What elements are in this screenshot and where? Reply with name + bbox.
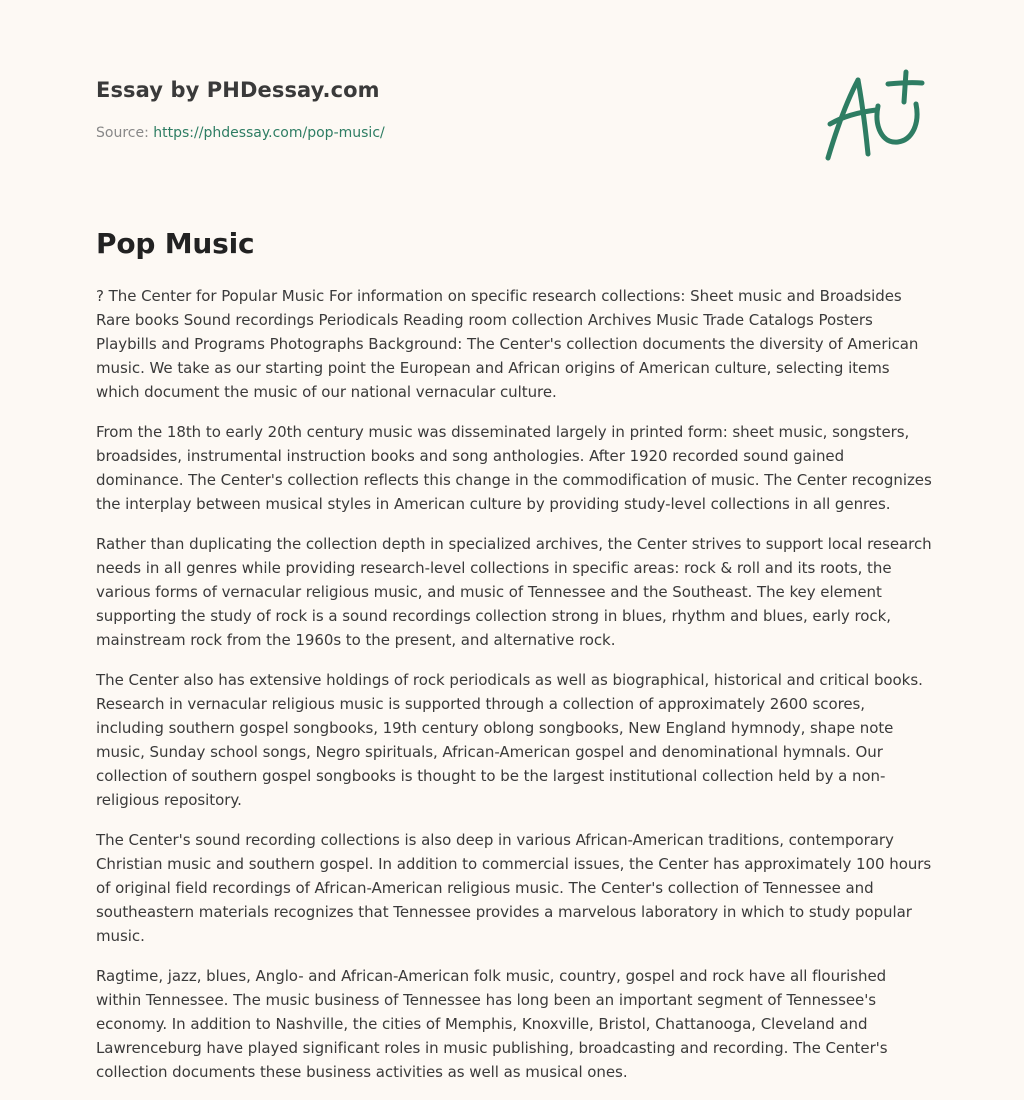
site-brand: Essay by PHDessay.com [96,78,380,102]
paragraph: From the 18th to early 20th century music was disseminated largely in printed form: sheet music, songsters, broadsides, instrumental instruction books and song anthologies. After 1920 recorded sound gained dominance. The Center's collection reflects this change in the commodification of music. The Center recognizes the interplay between musical styles in American culture by providing study-level collections in all genres. [96,423,932,513]
a-plus-grade-icon [818,66,930,166]
paragraph: Rather than duplicating the collection depth in specialized archives, the Center strives to support local research needs in all genres while providing research-level collections in specific areas: rock & roll and its roots, the various forms of vernacular religious music, and music of Tennessee and the Southeast. The key element supporting the study of rock is a sound recordings collection strong in blues, rhythm and blues, early rock, mainstream rock from the 1960s to the present, and alternative rock. [96,535,932,649]
essay-title: Pop Music [96,227,255,260]
source-line [96,124,385,142]
paragraph: Ragtime, jazz, blues, Anglo- and African-American folk music, country, gospel and rock have all flourished within Tennessee. The music business of Tennessee has long been an important segment of Tennessee's economy. In addition to Nashville, the cities of Memphis, Knoxville, Bristol, Chattanooga, Cleveland and Lawrenceburg have played significant roles in music publishing, broadcasting and recording. The Center's collection documents these business activities as well as musical ones. [96,967,888,1081]
page-header [96,76,696,141]
paragraph: The Center's sound recording collections is also deep in various African-American traditions, contemporary Christian music and southern gospel. In addition to commercial issues, the Center has approximately 100 hours of original field recordings of African-American religious music. The Center's collection of Tennessee and southeastern materials recognizes that Tennessee provides a marvelous laboratory in which to study popular music. [96,831,932,945]
paragraph: The Center also has extensive holdings of rock periodicals as well as biographical, historical and critical books. Research in vernacular religious music is supported through a collection of approximately 2600 scores, including southern gospel songbooks, 19th century oblong songbooks, New England hymnody, shape note music, Sunday school songs, Negro spirituals, African-American gospel and denominational hymnals. Our collection of southern gospel songbooks is thought to be the largest institutional collection held by a non-religious repository. [96,671,923,809]
essay-body [96,284,932,1100]
source-label: Source: [96,125,149,141]
source-link[interactable]: https://phdessay.com/pop-music/ [153,125,385,141]
paragraph: ? The Center for Popular Music For information on specific research collections: Sheet music and Broadsides Rare books Sound recordings Periodicals Reading room collection Archives Music Trade Catalogs Posters Playbills and Programs Photographs Background: The Center's collection documents the diversity of American music. We take as our starting point the European and African origins of American culture, selecting items which document the music of our national vernacular culture. [96,287,919,401]
